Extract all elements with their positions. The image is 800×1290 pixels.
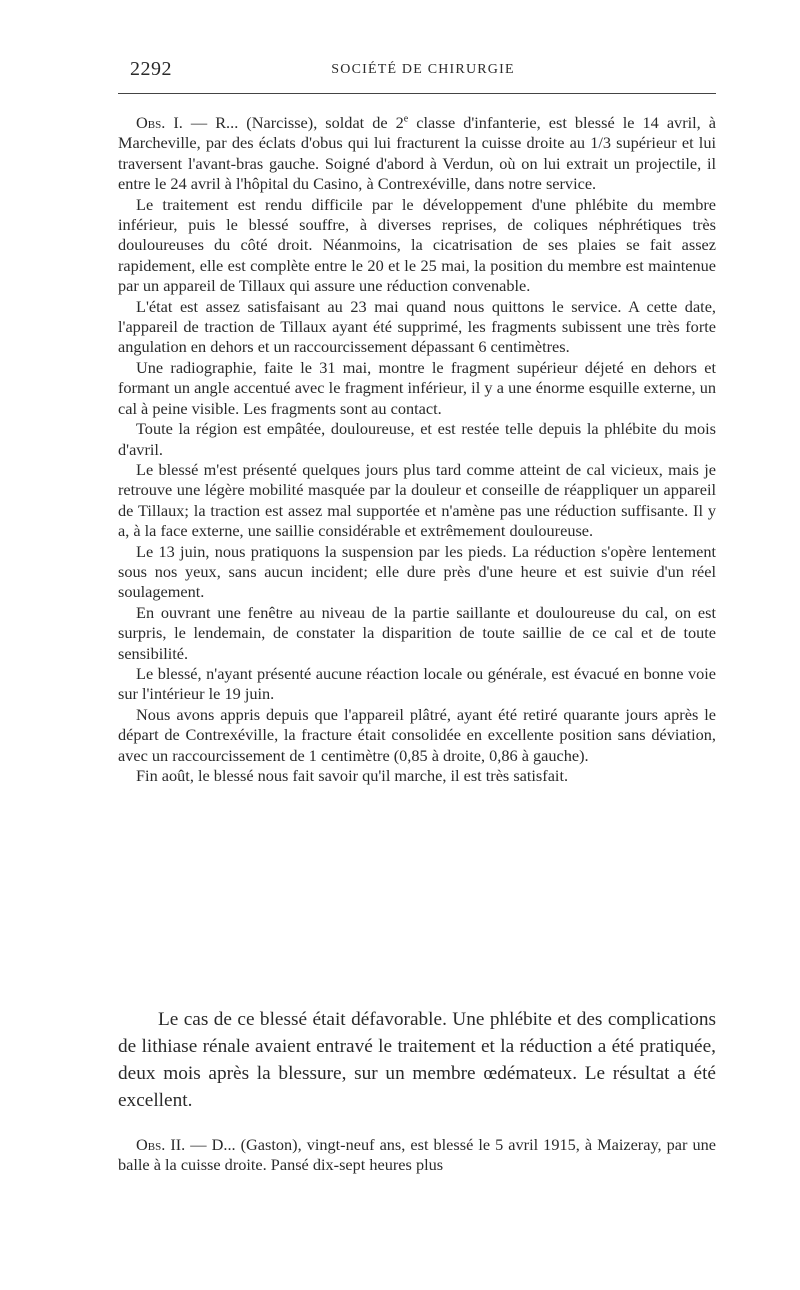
page-number: 2292 [130, 58, 172, 80]
obs1-paragraph-1 [118, 113, 716, 195]
running-head: SOCIÉTÉ DE CHIRURGIE [331, 62, 515, 77]
obs1-paragraph-2: Le traitement est rendu difficile par le développement d'une phlébite du membre inférieur, puis le blessé souffre, à diverses reprises, de coliques néphrétiques très douloureuses du côté droit. Néanmoins, la cicatrisation de ses plaies se fait assez rapidement, elle est complète entre le 20 et le 25 mai, la position du membre est maintenue par un appareil de Tillaux qui assure une réduction convenable. [118, 194, 716, 296]
discussion-text: Le cas de ce blessé était défavorable. Une phlébite et des complications de lithiase rénale avaient entravé le traitement et la réduction a été pratiquée, deux mois après la blessure, sur un membre œdémateux. Le résultat a été excellent. [118, 1009, 716, 1111]
obs1-p1-text: — R... (Narcisse), soldat de 2 [182, 113, 404, 132]
obs1-paragraph-9: Le blessé, n'ayant présenté aucune réaction locale ou générale, est évacué en bonne voie sur l'intérieur le 19 juin. [118, 663, 716, 704]
page-header [130, 58, 716, 84]
obs1-paragraph-4: Une radiographie, faite le 31 mai, montre le fragment supérieur déjeté en dehors et formant un angle accentué avec le fragment inférieur, il y a une énorme esquille externe, un cal à peine visible. Les fragments sont au contact. [118, 357, 716, 418]
observation-2 [118, 1135, 716, 1176]
obs1-p1-tail: classe d'infanterie, est blessé le 14 avril, à Marcheville, par des éclats d'obus qui lui fracturent la cuisse droite au 1/3 supérieur et lui traversent l'avant-bras gauche. Soigné d'abord à Verdun, où on lui extrait un projectile, il entre le 24 avril à l'hôpital du Casino, à Contrexéville, dans notre service. [118, 113, 717, 194]
obs1-paragraph-10: Nous avons appris depuis que l'appareil plâtré, ayant été retiré quarante jours après le départ de Contrexéville, la fracture était consolidée en excellente position sans déviation, avec un raccourcissement de 1 centimètre (0,85 à droite, 0,86 à gauche). [118, 704, 716, 765]
obs1-paragraph-5: Toute la région est empâtée, douloureuse, et est restée telle depuis la phlébite du mois d'avril. [118, 419, 716, 459]
obs1-paragraph-7: Le 13 juin, nous pratiquons la suspension par les pieds. La réduction s'opère lentement sous nos yeux, sans aucun incident; elle dure près d'une heure et est suivie d'un réel soulagement. [118, 541, 716, 602]
obs1-paragraph-6: Le blessé m'est présenté quelques jours plus tard comme atteint de cal vicieux, mais je retrouve une légère mobilité masquée par la douleur et conseille de réappliquer un appareil de Tillaux; la traction est assez mal supportée et n'amène pas une réduction suffisante. Il y a, à la face externe, une saillie considérable et extrêmement douloureuse. [118, 459, 716, 541]
obs2-paragraph-1 [118, 1135, 716, 1176]
obs1-paragraph-3: L'état est assez satisfaisant au 23 mai quand nous quittons le service. A cette date, l'appareil de traction de Tillaux ayant été supprimé, les fragments subissent une très forte angulation en dehors et un raccourcissement dépassant 6 centimètres. [118, 296, 716, 357]
observation-1 [118, 113, 716, 786]
obs1-paragraph-11: Fin août, le blessé nous fait savoir qu'il marche, il est très satisfait. [136, 766, 569, 785]
obs1-p1-sup: e [403, 113, 409, 125]
discussion-paragraph [118, 1006, 716, 1114]
obs1-paragraph-8: En ouvrant une fenêtre au niveau de la partie saillante et douloureuse du cal, on est surpris, le lendemain, de constater la disparition de toute saillie de ce cal et de toute sensibilité. [118, 602, 716, 663]
obs2-label: Obs. II. [136, 1135, 186, 1154]
obs1-label: Obs. I. [136, 113, 183, 132]
obs2-text: — D... (Gaston), vingt-neuf ans, est blessé le 5 avril 1915, à Maizeray, par une balle à la cuisse droite. Pansé dix-sept heures plus [118, 1135, 716, 1175]
header-rule [118, 93, 716, 94]
